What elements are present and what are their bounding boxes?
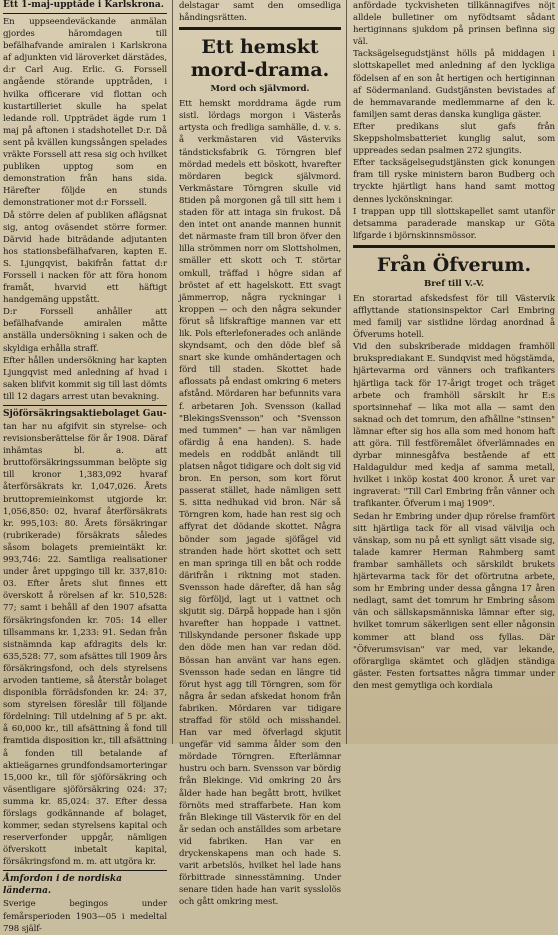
article-text-morddrama: Ett hemskt morddrama ägde rum sistl. lördags morgon i Västerås artysta och fredliga samhälle, d. v. s. å verkmästaren vid Västerviks tändsticksfabrik G. Törngren blef mördad medels ett böskott, hvarefter mördaren begick självmord. Verkmästare Törngren skulle vid 8tiden på morgonen gå till sitt hem i staden för att intaga sin frukost. Då den intet ont anande mannen hunnit det närmaste fram till bron öfver den lilla strömmen norr om Slottsholmen, smäller ett skott och T. störtar omkull, träffad i högre sidan af bröstet af ett hagelskott. Ett svagt jämmerrop, några ryckningar i kroppen — och den några sekunder förut så lifskraftige mannen var ett lik. Pols efterlefonerades och anlände skyndsamt, och den döde blef så snart ske kunde omhändertagen och förd till staden. Skottet hade aflossats på endast omkring 6 meters afstånd. Mördaren har befunnits vara f. arbetaren Joh. Svensson (kallad "BlekingsSvensson" och "Svensson med tummen" — han var nämligen ofärdig å ena handen). S. hade medels en roddbåt anländt till platsen något tidigare och dolt sig vid bron. En person, som kort förut passerat stället, hade nämligen sett S. sitta nedhukad vid bron. När så Törngren kom, hade han rest sig och affyrat det dödande skottet. Några bönder som jagade sjöfågel vid stranden hade hört skottet och sett en man springa till en båt och rodde därifrån i riktning mot staden. Svensson hade därefter, då han såg sig förföljd, lagt ut i vattnet och skjutit sig. Därpå hoppade han i sjön hvarefter han hoppade i vattnet. Tillskyndande personer fiskade upp den döde men han var redan död. Bössan han använt var hans egen. Svensson hade sedan en längre tid förut hyst agg till Törngren, som för några år sedan afskedat honom från fabriken. Mördaren var tidigare straffad för stöld och misshandel. Han var med öfverlagd skjutit ungefär vid samma ålder som den mördade Törngren. Efterlämnar hustru och barn. Svensson var bördig från Blekinge. Vid omkring 20 års ålder hade han begått brott, hvilket förnöts med straffarbete. Han kom från Blekinge till Västervik för en del år sedan och anställdes som arbetare vid fabriken. Han var en dryckenskapens man och hade S. varit arbetslös, hvilket hel lade hans förbittrade sinnesstämning. Under senare tiden hade han varit sysslolös och gått omkring mest. bbox=[179, 99, 341, 908]
article-text-karlskrona-4: Efter hållen undersökning har kapten Ljungqvist med anledning af hvad i saken blifvit kommit sig till last dömts till 12 dagars arrest utan bevakning. bbox=[3, 355, 167, 402]
article-text-insurance: tan har nu afgifvit sin styrelse- och revisionsberättelse för år 1908. Däraf inhämtas bl. a. att bruttoförsäkringssumman belöpte sig till kronor 1,383,092 hvaraf återförsäkrats kr. 1,047,026. Årets bruttopremieinkomst utgjorde kr. 1,056,850: 02, hvaraf återförsäkrats kr. 995,103: 80. Årets försäkringar (rubrikerade) försäkrats således såsom bolagets premieintäkt kr. 993,746: 22. Samtliga realisationer under året uppgingo till kr. 337,810: 03. Efter årets slut finnes ett överskott å rörelsen af kr. 510,528: 77; samt i behåll af den 1907 afsatta försäkringsfonden kr. 705: 14 eller tillsammans kr. 1,233: 91. Sedan från sistnämnda kap afdragits dels kr. 635,528: 77, som afsättes till 1909 års försäkringsfond, och dels styrelsens arvoden tantieme, så återstår bolaget disponibla förrädsfonden kr. 24: 37, som styrelsen föreslår till följande fördelning: Till utdelning af 5 pr. akt. å 60,000 kr., till afsättning å fond till framtida disposition kr., till afsättning å fonden till betalande af aktieägarnes grundfondsamorteringar 15,000 kr., till för sjöförsäkring och väsentligare sjöförsäkring 024: 37; summa kr. 85,024: 37. Efter dessa förslags godkännande af bolaget, kommer, sedan styrelsens kapital och reserverfonder uppgår, nämligen öfverskott inbetalt kapital, försäkringsfond m. m. att utgöra kr. bbox=[3, 422, 167, 868]
article-text-ofverum-2: Vid den subskriberade middagen framhöll bruksprediakant E. Sundqvist med högstämda, hjärtevarma ord vänners och trafikanters hjärtliga tack för 17-årigt troget och träget arbete och framhöll särskilt hr E:s sportsinnehaf — lika mot alla — samt den saknad och det tomrum, den afhållne "stinsen" lämnar efter sig hos alla som med honom haft att göra. Till festföremålet öfverlämnades en dyrbar minnesgåfva bestående af ett Haldaguldur med kedja af samma metall, hvilket i inköp kostat 400 kronor. Å uret var ingraverat: "Till Carl Embring från vänner och trafikanter. Öfverum i maj 1909". bbox=[353, 342, 555, 510]
article-text-karlskrona-2: Då större delen af publiken aflägsnat sig, antog oväsendet större former. Därvid hade biträdande adjutanten hos stationsbefälhafvaren, kapten E. S. Ljungqvist, bakifrån fattat d:r Forssell i nacken för att föra honom framåt, hvarvid ett häftigt handgemäng uppstått. bbox=[3, 210, 167, 306]
divider bbox=[3, 870, 167, 871]
article-heading-karlskrona: Ett 1-maj-upptåde i Karlskrona. bbox=[3, 0, 164, 10]
article-text-karlskrona-1: En uppseendeväckande anmälan gjordes häromdagen till befälhafvande amiralen i Karlskrona af adjunkten vid läroverket därstädes, d:r Carl Aug. Erlic. G. Forssell angående störande upptråden, i hvilka officerare vid flottan och kustartilleriet skulle ha spelat ledande roll. Uppträdet ägde rum 1 maj på aftonen i stadshotellet D:r. Då sent på kvällen kungssången spelades vräkte Forssell att resa sig och hvilket publiken upptog som en demonstration från hans sida. Härefter följde en stunds demonstrationer mot d:r Forssell. bbox=[3, 17, 167, 209]
article-heading-nordic: Åmfordon i de nordiska länderna. bbox=[3, 874, 122, 897]
divider bbox=[3, 13, 167, 14]
article-text-ofverum-1: En storartad afskedsfest för till Västervik afflyttande stationsinspektor Carl Embring med familj var sistlidne lördag anordnad å Öfverums hotell. bbox=[353, 293, 555, 341]
article-text-royal-4: I trappan upp till slottskapellet samt utanför detsamma paraderade manskap ur Göta lifgarde i björnskinnsmössor. bbox=[353, 206, 555, 241]
article-text-nordic: Sverige begingos under femårsperioden 1903—05 i medeltal 798 själf- bbox=[3, 899, 167, 934]
divider bbox=[3, 405, 167, 406]
byline-ofverum: Bref till V.-V. bbox=[424, 278, 484, 289]
article-text-royal-2: Efter predikans slut gafs från Skeppsholmsbatteriet kunglig salut, som uppreades sedan psalmen 272 sjungits. bbox=[353, 121, 555, 157]
middle-column bbox=[176, 0, 344, 908]
article-text-royal-1: Tacksägelsegudstjänst hölls på middagen i slottskapellet med anledning af den lyckliga födelsen af en son åt hertigen och hertiginnan af Södermanland. Gudstjänsten bevistades af de hemmavarande medlemmarne af den k. familjen samt deras danska kungliga gäster. bbox=[353, 49, 555, 120]
column-rule bbox=[172, 0, 173, 744]
byline-morddrama: Mord och självmord. bbox=[210, 84, 310, 95]
article-text-top-fragment: delstagar samt den omsedliga håndingsrätten. bbox=[179, 1, 341, 24]
column-rule bbox=[346, 0, 347, 744]
left-column bbox=[0, 0, 170, 934]
heavy-divider bbox=[179, 27, 341, 30]
article-text-ofverum-3: Sedan hr Embring under djup rörelse framfört sitt hjärtliga tack för all visad välvilja och vänskap, som nu på ett synligt sätt visade sig, talade kamrer Herman Rahmberg samt frambar samhällets och särskildt brukets hjärtevarma tack för det oförtrutna arbete, som hr Embring under dessa gångna 17 åren nedlagt, samt det tomrum hr Embring såsom vän och sällskapsmänniska lämnar efter sig, hvilket tomrum säkerligen sent eller någonsin kommer att bland oss fyllas. Där "Öfverumsvisan" var med, var lekande, oförargliga skämtet och glädjen ständiga gäster. Festen fortsattes några timmar under den mest gemytliga och kordiala bbox=[353, 511, 555, 691]
article-text-karlskrona-3: D:r Forssell anhåller att befälhafvande amiralen måtte anställa undersökning i saken och de skyldiga erhålla straff. bbox=[3, 307, 167, 354]
article-heading-insurance: Sjöförsäkringsaktiebolaget Gau- bbox=[3, 409, 167, 419]
headline-ofverum: Från Öfverum. bbox=[376, 253, 532, 276]
heavy-divider bbox=[353, 245, 555, 248]
article-text-royal-3: Efter tacksägelsegudstjänsten gick konungen fram till ryske ministern baron Budberg och tryckte hjärtligt hans hand samt mottog dennes lyckönskningar. bbox=[353, 158, 555, 205]
headline-morddrama: Ett hemskt mord-drama. bbox=[190, 36, 330, 82]
right-column bbox=[350, 0, 558, 744]
article-text-royal-fragment: anfördade tyckvisheten tillkännagifves nöjt alldele bulletiner om nyfödtsamt sådant hertiginnans sjukdom på prinsen befinna sig väl. bbox=[353, 1, 555, 48]
